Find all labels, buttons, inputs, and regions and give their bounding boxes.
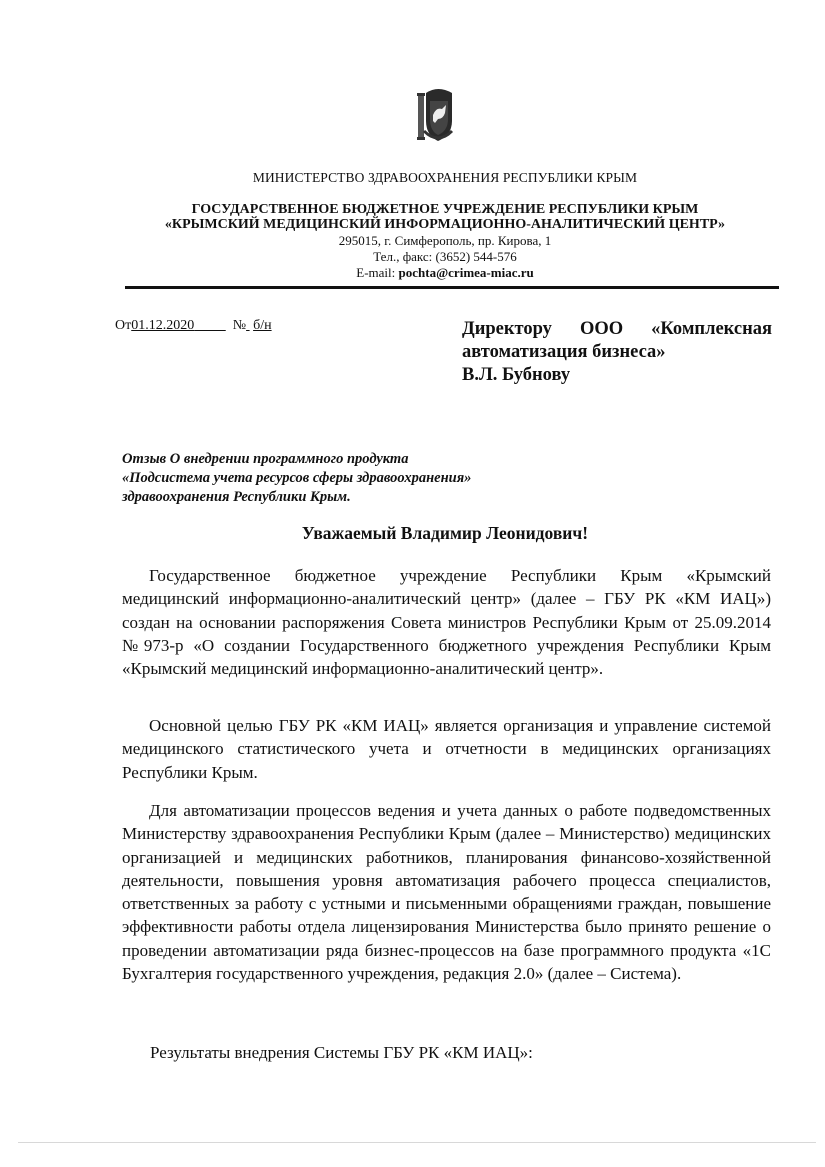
date-prefix: От — [115, 318, 132, 333]
body-paragraph: Результаты внедрения Системы ГБУ РК «КМ ИАЦ»: — [150, 1043, 533, 1062]
subject-line: здравоохранения Республики Крым. — [122, 489, 351, 505]
organization-name-line2: «КРЫМСКИЙ МЕДИЦИНСКИЙ ИНФОРМАЦИОННО-АНАЛИТИЧЕСКИЙ ЦЕНТР» — [164, 217, 726, 232]
body-paragraph: Государственное бюджетное учреждение Республики Крым «Крымский медицинский информационно-аналитический центр» (далее – ГБУ РК «КМ ИАЦ») создан на основании распоряжения Совета министров Республики Крым от 25.09.2014 №973-р «О создании Государственного бюджетного учреждения Республики Крым «Крымский медицинский информационно-аналитический центр». — [122, 566, 771, 679]
organization-phone: Тел., факс: (3652) 544-576 — [373, 249, 517, 264]
page-bottom-edge — [18, 1142, 816, 1143]
header-divider — [125, 286, 779, 289]
addressee-name: В.Л. Бубнову — [462, 365, 571, 385]
document-date: 01.12.2020 — [131, 318, 195, 333]
number-label: № — [232, 318, 247, 333]
crimea-emblem-icon — [416, 87, 454, 143]
organization-address: 295015, г. Симферополь, пр. Кирова, 1 — [338, 233, 552, 248]
addressee-line2: автоматизация бизнеса» — [462, 342, 666, 362]
document-number: б/н — [253, 318, 272, 333]
subject-line: Отзыв О внедрении программного продукта — [122, 451, 409, 467]
letter-subject — [122, 450, 471, 507]
body-paragraph: Основной целью ГБУ РК «КМ ИАЦ» является организация и управление системой медицинского статистического учета и отчетности в медицинских организациях Республики Крым. — [122, 716, 771, 782]
document-date-number — [115, 318, 272, 334]
subject-line: «Подсистема учета ресурсов сферы здравоохранения» — [122, 470, 472, 486]
organization-name-line1: ГОСУДАРСТВЕННОЕ БЮДЖЕТНОЕ УЧРЕЖДЕНИЕ РЕСПУБЛИКИ КРЫМ — [191, 202, 699, 217]
ministry-name: МИНИСТЕРСТВО ЗДРАВООХРАНЕНИЯ РЕСПУБЛИКИ КРЫМ — [252, 170, 638, 185]
email-address: pochta@crimea-miac.ru — [398, 265, 534, 280]
body-paragraph: Для автоматизации процессов ведения и учета данных о работе подведомственных Министерству здравоохранения Республики Крым (далее – Министерство) медицинских организацией и медицинских работников, планирования финансово-хозяйственной деятельности, повышения уровня автоматизация рабочего процесса специалистов, ответственных за работу с устными и письменными обращениями граждан, повышение эффективности работы отдела лицензирования Министерства было принято решение о проведении автоматизации ряда бизнес-процессов на базе программного продукта «1С Бухгалтерия государственного учреждения, редакция 2.0» (далее – Система). — [122, 801, 771, 984]
addressee-line1: Директору ООО «Комплексная — [462, 319, 772, 339]
email-label: E-mail: — [356, 265, 399, 280]
organization-email — [0, 265, 825, 281]
salutation: Уважаемый Владимир Леонидович! — [301, 523, 589, 543]
addressee-block — [462, 318, 772, 387]
